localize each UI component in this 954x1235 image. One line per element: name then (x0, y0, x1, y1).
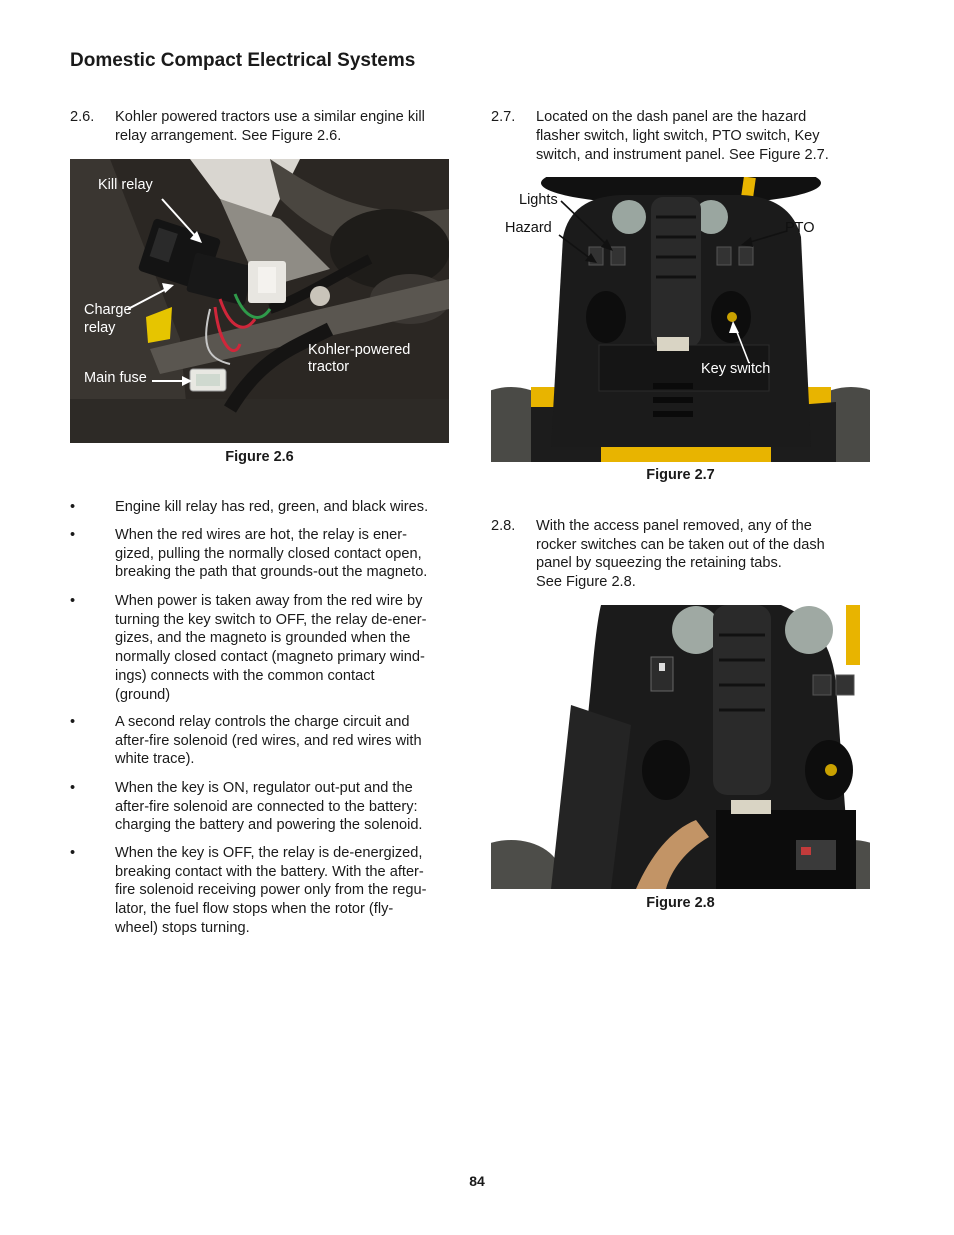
page-title: Domestic Compact Electrical Systems (70, 50, 416, 71)
step-text-line: With the access panel removed, any of the (536, 518, 812, 534)
page-number: 84 (469, 1173, 485, 1189)
bullet-line: charging the battery and powering the solenoid. (115, 817, 423, 834)
dash-panel-removed-illustration (491, 605, 870, 889)
label-kohler-powered-line2: tractor (308, 359, 350, 375)
label-pto: PTO (785, 220, 815, 236)
figure-2-6-photo (70, 159, 449, 443)
bullet-line: gized, pulling the normally closed contact open, (115, 545, 422, 562)
bullet-line: wheel) stops turning. (115, 919, 250, 936)
bullet-line: normally closed contact (magneto primary wind- (115, 649, 425, 666)
bullet-line: after-fire solenoid (red wires, and red wires with (115, 732, 422, 749)
step-text-line: Located on the dash panel are the hazard (536, 109, 807, 125)
figure-2-7-photo (491, 177, 870, 462)
label-key-switch: Key switch (701, 361, 771, 377)
step-text-line: rocker switches can be taken out of the dash (536, 537, 825, 553)
figure-2-6-caption: Figure 2.6 (225, 449, 294, 465)
bullet-line: (ground) (115, 686, 171, 703)
label-kill-relay: Kill relay (98, 177, 153, 193)
bullet-line: turning the key switch to OFF, the relay de-ener- (115, 611, 427, 628)
step-text-line: flasher switch, light switch, PTO switch, Key (536, 128, 820, 144)
bullet-symbol: • (70, 714, 76, 730)
bullet-line: fire solenoid receiving power only from the regu- (115, 882, 427, 899)
step-2-8 (491, 517, 881, 595)
bullet-symbol: • (70, 845, 76, 861)
step-number: 2.6. (70, 109, 95, 125)
step-number: 2.7. (491, 109, 516, 125)
step-2-7 (491, 108, 881, 168)
figure-2-7-caption: Figure 2.7 (646, 467, 715, 483)
bullet-line: A second relay controls the charge circuit and (115, 714, 410, 730)
bullet-line: When the red wires are hot, the relay is ener- (115, 527, 408, 543)
bullet-symbol: • (70, 527, 76, 543)
step-text-line: See Figure 2.8. (536, 574, 636, 590)
step-2-6 (70, 108, 460, 148)
bullet-line: gizes, and the magneto is grounded when the (115, 630, 411, 647)
figure-2-8-caption: Figure 2.8 (646, 895, 715, 911)
bullet-line: white trace). (115, 751, 195, 768)
label-main-fuse: Main fuse (84, 370, 147, 386)
step-text-line: Kohler powered tractors use a similar engine kill (115, 109, 425, 125)
bullet-line: ings) connects with the common contact (115, 667, 375, 684)
step-text-line: switch, and instrument panel. See Figure 2.7. (536, 147, 829, 163)
bullet-symbol: • (70, 593, 76, 609)
bullet-line: When power is taken away from the red wire by (115, 593, 423, 609)
step-text-line: panel by squeezing the retaining tabs. (536, 555, 782, 571)
step-number: 2.8. (491, 518, 516, 534)
label-kohler-powered-line1: Kohler-powered (308, 342, 411, 358)
bullet-line: breaking contact with the battery. With the after- (115, 863, 424, 880)
bullet-line: When the key is ON, regulator out-put and the (115, 780, 413, 796)
bullet-symbol: • (70, 499, 76, 515)
label-hazard: Hazard (505, 220, 552, 236)
label-charge-relay-line2: relay (84, 320, 116, 336)
bullet-line: When the key is OFF, the relay is de-energized, (115, 845, 423, 861)
bullet-line: after-fire solenoid are connected to the battery: (115, 798, 418, 815)
bullet-line: breaking the path that grounds-out the magneto. (115, 564, 428, 581)
label-charge-relay-line1: Charge (84, 302, 132, 318)
label-lights: Lights (519, 192, 558, 208)
bullet-symbol: • (70, 780, 76, 796)
figure-2-8-photo (491, 605, 870, 889)
step-text-line: relay arrangement. See Figure 2.6. (115, 128, 342, 144)
bullet-line: lator, the fuel flow stops when the rotor (fly- (115, 901, 394, 918)
bullet-line: Engine kill relay has red, green, and black wires. (115, 499, 429, 515)
